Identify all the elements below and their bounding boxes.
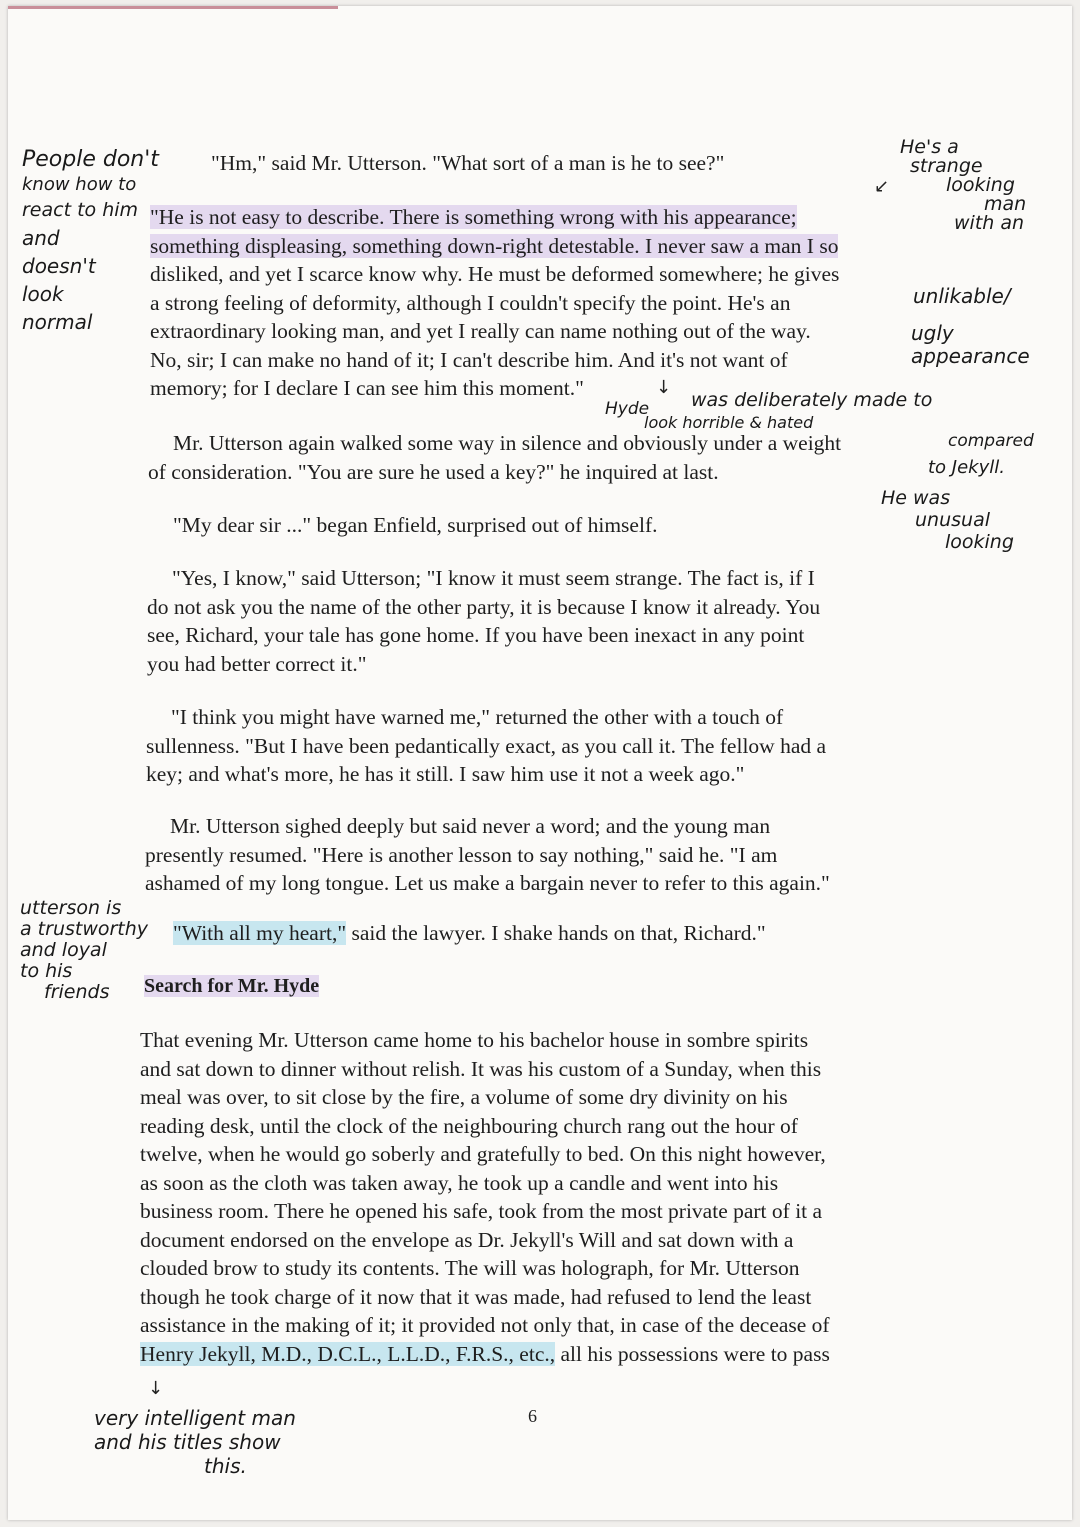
annotation-utterson-loyal: utterson is a trustworthy and loyal to his friends (20, 897, 149, 1003)
annotation-intelligent: very intelligent man and his titles show this. (94, 1406, 296, 1478)
annotation-unlikable: unlikable/ (913, 284, 1011, 308)
annotation-people-react: People don't know how to react to him and doesn't look normal (22, 147, 159, 334)
annotation-to-jekyll: to Jekyll. (928, 457, 1005, 478)
annotation-appearance: appearance (911, 344, 1030, 368)
paragraph-4: "My dear sir ..." began Enfield, surprised out of himself. (173, 513, 658, 537)
scanned-page (8, 6, 1072, 1520)
paragraph-9: That evening Mr. Utterson came home to his bachelor house in sombre spirits and sat down to dinner without relish. It was his custom of a Sunday, when this meal was over, to sit close by the fire, a volume of some dry divinity on his reading desk, until the clock of the neighbouring church rang out the hour of twelve, when he would go soberly and gratefully to bed. On this night however, as soon as the cloth was taken away, he took up a candle and went into his business room. There he opened his safe, took from the most private part of it a document endorsed on the envelope as Dr. Jekyll's Will and sat down with a clouded brow to study its contents. The will was holograph, for Mr. Utterson though he took charge of it now that it was made, had refused to lend the least assistance in the making of it; it provided not only that, in case of the decease of Henry Jekyll, M.D., D.C.L., L.L.D., F.R.S., etc., all his possessions were to pass (140, 1028, 830, 1366)
annotation-unusual-looking: He was unusual looking (881, 487, 1014, 553)
annotation-horrible-hated: look horrible & hated (644, 413, 814, 432)
highlighted-passage: something displeasing, something down-right detestable. I never saw a man I so (150, 233, 839, 258)
annotation-deliberately: was deliberately made to (691, 389, 933, 411)
arrow-down-icon: ↓ (656, 377, 672, 398)
annotation-ugly: ugly (911, 321, 954, 345)
highlighted-titles: Henry Jekyll, M.D., D.C.L., L.L.D., F.R.S., etc., (140, 1341, 556, 1366)
highlighted-passage: "He is not easy to describe. There is something wrong with his appearance; (150, 205, 797, 229)
highlighted-quote: "With all my heart," (173, 921, 347, 945)
annotation-strange-looking: He's a strange looking man with an (900, 136, 1027, 234)
paragraph-5: "Yes, I know," said Utterson; "I know it must seem strange. The fact is, if I do not ask you the name of the other party, it is because I know it already. You see, Richard, your tale has gone home. If you have been inexact in any point you had better correct it." (147, 566, 821, 676)
page-number: 6 (528, 1406, 537, 1426)
paragraph-8: "With all my heart," said the lawyer. I shake hands on that, Richard." (173, 921, 766, 945)
top-edge-line (8, 6, 338, 9)
paragraph-1: "Hm," said Mr. Utterson. "What sort of a man is he to see?" (211, 151, 725, 175)
arrow-down-icon: ↙ (874, 176, 890, 197)
annotation-hyde: Hyde (605, 399, 650, 419)
section-heading: Search for Mr. Hyde (144, 975, 320, 997)
paragraph-3: Mr. Utterson again walked some way in silence and obviously under a weight of consideration. "You are sure he used a key?" he inquired at last. (148, 431, 842, 484)
annotation-compared: compared (948, 431, 1034, 451)
paragraph-2: "He is not easy to describe. There is something wrong with his appearance; something displeasing, something down-right detestable. I never saw a man I so disliked, and yet I scarce know why. He must be deformed somewhere; he gives a strong feeling of deformity, although I couldn't specify the point. He's an extraordinary looking man, and yet I really can name nothing out of the way. No, sir; I can make no hand of it; I can't describe him. And it's not want of memory; for I declare I can see him this moment." (150, 205, 840, 400)
paragraph-7: Mr. Utterson sighed deeply but said never a word; and the young man presently resumed. "Here is another lesson to say nothing," said he. "I am ashamed of my long tongue. Let us make a bargain never to refer to this again." (145, 814, 830, 895)
paragraph-6: "I think you might have warned me," returned the other with a touch of sullenness. "But I have been pedantically exact, as you call it. The fellow had a key; and what's more, he has it still. I saw him use it not a week ago." (146, 705, 827, 786)
arrow-down-icon: ↓ (148, 1378, 164, 1399)
